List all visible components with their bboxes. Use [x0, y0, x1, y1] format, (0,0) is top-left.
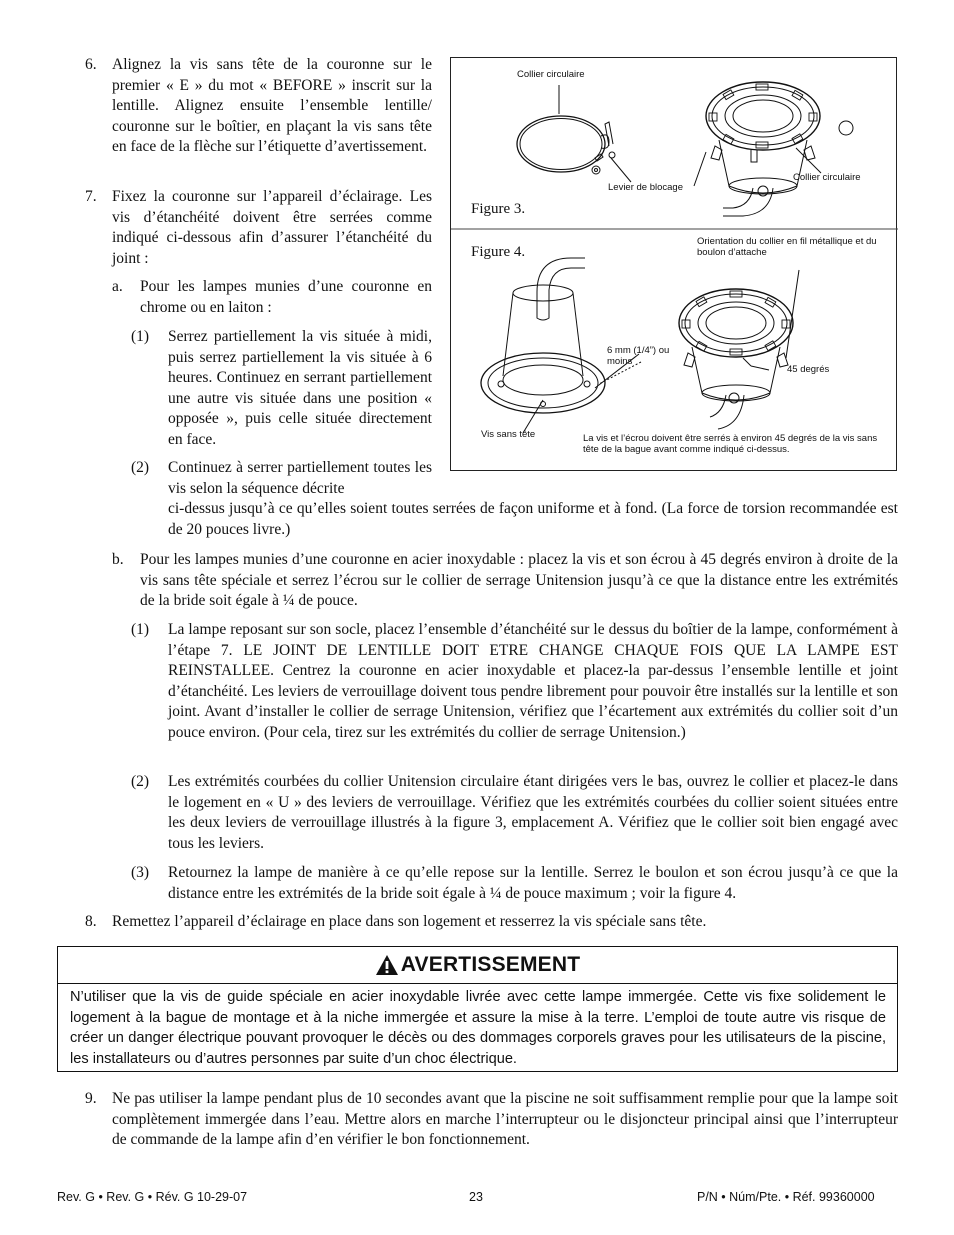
fig4-label-45: 45 degrés	[787, 364, 830, 375]
step-7a2-text-part2: ci-dessus jusqu’à ce qu’elles soient toutes serrées de façon uniforme et à fond. (La force de torsion recommandée est de 20 pouces livre.)	[168, 500, 898, 538]
step-6-number: 6.	[85, 56, 97, 73]
fig4-label-6mm: 6 mm (1/4”) ou moins	[607, 345, 670, 367]
warning-header	[58, 947, 897, 984]
step-7b1-text: La lampe reposant sur son socle, placez l’ensemble d’étanchéité sur le dessus du boîtier de la lampe, conformément à l’étape 7. LE JOINT DE LENTILLE DOIT ETRE CHANGE CHAQUE FOIS QUE LA LAMPE EST REINSTALLEE. Centrez la couronne en acier inoxydable et placez-la par-dessus l’ensemble lentille et joint d’étanchéité. Les leviers de verrouillage doivent tous pendre librement pour pouvoir être installés sur la lentille et son joint. Avant d’installer le collier de serrage Unitension, vérifiez que l’écartement aux extrémités du collier soit d’un pouce environ. (Pour cela, tirez sur les extrémités du collier de serrage Unitension.)	[168, 621, 898, 741]
footer-revision: Rev. G • Rev. G • Rév. G 10-29-07	[57, 1190, 248, 1204]
step-9-number: 9.	[85, 1090, 97, 1107]
step-7a1-number: (1)	[131, 328, 150, 345]
fig3-label-collier-top: Collier circulaire	[517, 69, 585, 80]
footer-part-number: P/N • Núm/Pte. • Réf. 99360000	[697, 1190, 875, 1204]
fig3-label-collier-right: Collier circulaire	[793, 172, 861, 183]
figure-4-title: Figure 4.	[471, 244, 526, 260]
step-7a2-text-part1: Continuez à serrer partiellement toutes les vis selon la séquence décrite	[168, 459, 432, 497]
fig4-label-note: La vis et l’écrou doivent être serrés à environ 45 degrés de la vis sans tête de la bague avant comme indiqué ci-dessus.	[583, 433, 878, 455]
figure-3-title: Figure 3.	[471, 201, 526, 217]
step-6-text: Alignez la vis sans tête de la couronne sur le premier « E » du mot « BEFORE » inscrit sur la lentille. Alignez ensuite l’ensemble lentille/ couronne sur le boîtier, en plaçant la vis sans tête en face de la flèche sur l’étiquette d’avertissement.	[112, 56, 432, 155]
step-7-text: Fixez la couronne sur l’appareil d’éclairage. Les vis d’étanchéité doivent être serrées comme indiqué ci-dessous afin d’assurer l’étanchéité du joint :	[112, 188, 432, 267]
step-7a1-text: Serrez partiellement la vis située à midi, puis serrez partiellement la vis située à 6 heures. Continuez en serrant partiellement une autre vis située dans une position « opposée », puis celle située directement en face.	[168, 328, 432, 448]
step-8-text: Remettez l’appareil d’éclairage en place dans son logement et resserrez la vis spéciale sans tête.	[112, 913, 707, 930]
fig3-label-levier: Levier de blocage	[608, 182, 683, 193]
step-7b1-number: (1)	[131, 621, 150, 638]
figures-illustration	[451, 58, 898, 472]
step-9-text: Ne pas utiliser la lampe pendant plus de 10 secondes avant que la piscine ne soit suffisamment remplie pour que la lampe soit complètement immergée dans l’eau. Mettre alors en marche l’interrupteur ou le disjoncteur principal ainsi que l’interrupteur de commande de la lampe afin d’en vérifier le bon fonctionnement.	[112, 1090, 898, 1148]
step-7a-text: Pour les lampes munies d’une couronne en chrome ou en laiton :	[140, 278, 432, 316]
fig4-label-orientation: Orientation du collier en fil métallique et du boulon d’attache	[697, 236, 877, 258]
warning-title: AVERTISSEMENT	[400, 953, 581, 976]
step-7b-text: Pour les lampes munies d’une couronne en acier inoxydable : placez la vis et son écrou à 45 degrés environ à droite de la vis sans tête spéciale et serrez l’écrou sur le collier de serrage Unitension jusqu’à ce que la distance entre les extrémités de la bride soit égale à ¼ de pouce.	[140, 551, 898, 609]
fig4-label-vis: Vis sans tête	[481, 429, 536, 440]
step-7a2-number: (2)	[131, 459, 150, 476]
step-7b2-text: Les extrémités courbées du collier Unitension circulaire étant dirigées vers le bas, ouvrez le collier et placez-le dans le logement en « U » des leviers de verrouillage. Vérifiez que les extrémités courbées du collier soient situées entre les deux leviers de verrouillage illustrés à la figure 3, emplacement A. Vérifiez que le collier soit bien engagé avec tous les leviers.	[168, 773, 898, 852]
step-8-number: 8.	[85, 913, 97, 930]
figure-box	[450, 57, 897, 471]
warning-box	[57, 946, 898, 1072]
warning-triangle-icon	[375, 954, 399, 976]
warning-body: N’utiliser que la vis de guide spéciale en acier inoxydable livrée avec cette lampe immergée. Cette vis fixe solidement le logement à la bague de montage et à la niche immergée et assure la mise à la terre. L’emploi de toute autre vis risque de créer un danger électrique pouvant provoquer le décès ou des dommages corporels graves pour les utilisateurs de la piscine, les installateurs ou d’autres personnes par suite d’un choc électrique.	[70, 989, 886, 1067]
step-7b-letter: b.	[112, 551, 124, 568]
step-7b3-number: (3)	[131, 864, 150, 881]
step-7a-letter: a.	[112, 278, 123, 295]
step-7b3-text: Retournez la lampe de manière à ce qu’elle repose sur la lentille. Serrez le boulon et son écrou jusqu’à ce que la distance entre les extrémités de la bride soit égale à ¼ de pouce maximum ; voir la figure 4.	[168, 864, 898, 902]
footer-page-number: 23	[469, 1190, 483, 1204]
step-7b2-number: (2)	[131, 773, 150, 790]
step-7-number: 7.	[85, 188, 97, 205]
